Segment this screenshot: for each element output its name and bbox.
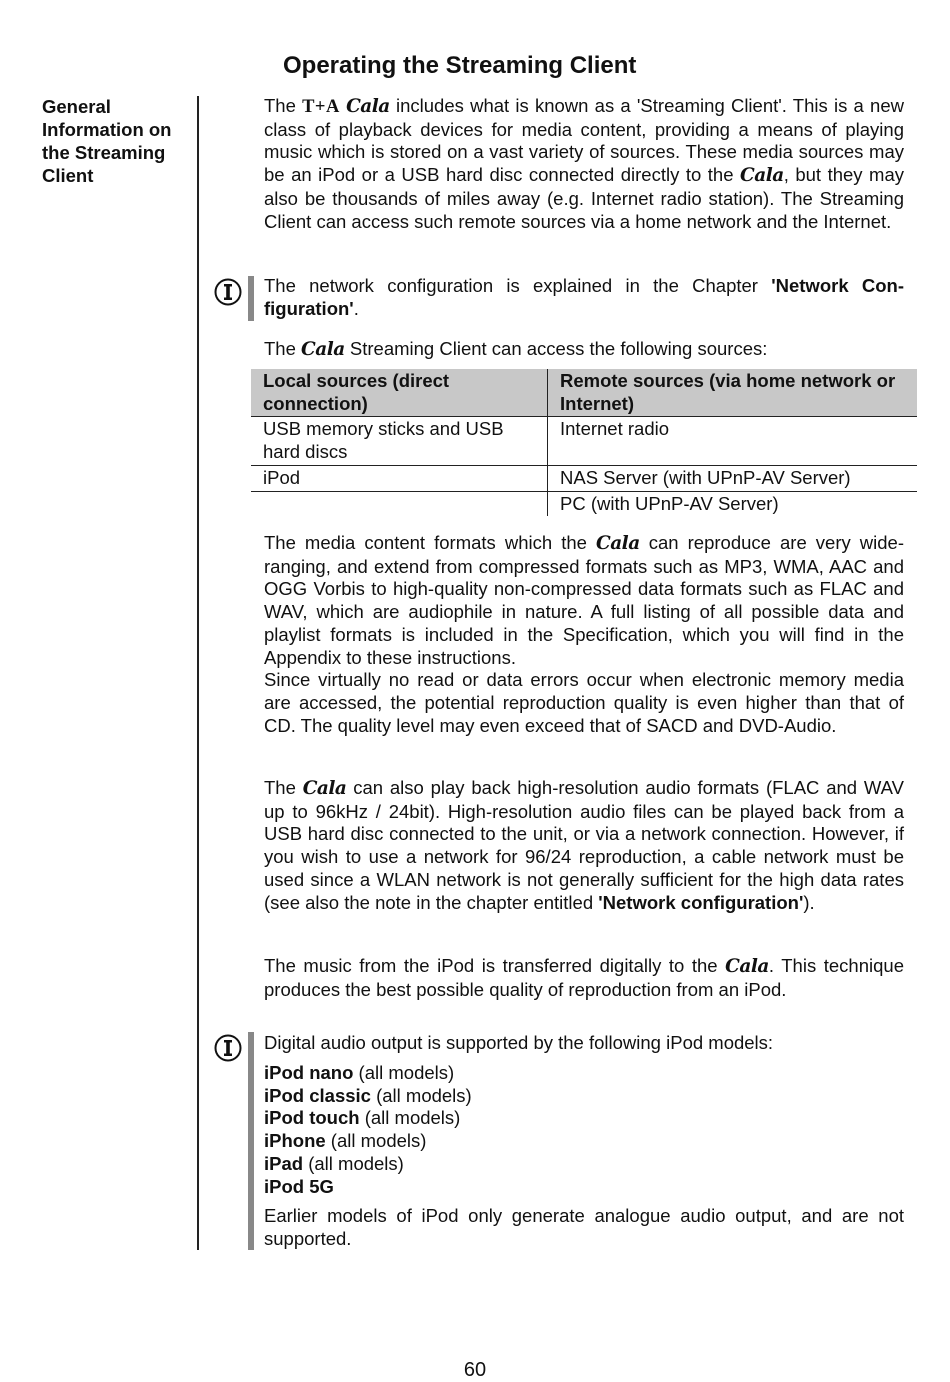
brand-cala: Cala — [739, 165, 784, 187]
brand-cala: Cala — [346, 96, 390, 117]
note-bar — [248, 1032, 254, 1250]
brand-ta: T+A — [302, 97, 340, 117]
page-number: 60 — [463, 1359, 487, 1381]
sources-table — [251, 369, 917, 516]
table-row — [251, 465, 917, 491]
page-title: Operating the Streaming Client — [283, 52, 637, 79]
brand-cala: Cala — [302, 778, 347, 799]
table-cell: iPod — [251, 465, 548, 491]
ipod-paragraph: The music from the iPod is transferred digitally to the Cala. This technique produces the best possible quality of reproduction from an iPod. — [264, 955, 904, 1000]
intro-paragraph: The T+A Cala includes what is known as a 'Streaming Client'. This is a new class of playback devices for media content, providing a means of playing music which is stored on a vast variety of sources. These media sources may be an iPod or a USB hard disc connected directly to the Cala, but they may also be thousands of miles away (e.g. Internet radio station). The Streaming Client can access such remote sources via a home network and the Internet. — [264, 95, 904, 232]
list-item: iPhone (all models) — [264, 1130, 427, 1152]
info-icon — [214, 1034, 242, 1062]
side-divider — [197, 96, 199, 1250]
table-cell: NAS Server (with UPnP-AV Server) — [548, 465, 918, 491]
formats-paragraph: The media content formats which the Cala can reproduce are very wide-ranging, and extend from compressed formats such as MP3, WMA, AAC and OGG Vorbis to high-quality non-compressed data formats such as FLAC and WAV, which are audiophile in nature. A full listing of all possible data and playlist formats is included in the Specification, which you will find in the Appendix to these instructions. Since virtually no read or data errors occur when electronic memory media are accessed, the potential reproduction quality is even higher than that of CD. The quality level may even exceed that of SACD and DVD-Audio. — [264, 532, 904, 736]
list-item: iPod touch (all models) — [264, 1107, 461, 1129]
sources-intro: The Cala Streaming Client can access the following sources: — [264, 338, 768, 360]
table-cell: PC (with UPnP-AV Server) — [560, 492, 779, 514]
hires-paragraph: The Cala can also play back high-resolution audio formats (FLAC and WAV up to 96kHz / 24bit). High-resolution audio files can be played back from a USB hard disc connected to the unit, or via a network connection. However, if you wish to use a network for 96/24 reproduction, a cable network must be used since a WLAN network is not generally sufficient for the high data rates (see also the note in the chapter entitled 'Network configuration'). — [264, 777, 904, 913]
ipod-note-intro: Digital audio output is supported by the following iPod models: — [264, 1032, 774, 1053]
brand-cala: Cala — [725, 956, 769, 977]
info-icon — [214, 278, 242, 306]
table-cell: USB memory sticks and USB hard discs — [251, 417, 548, 465]
network-note: The network configuration is explained in the Chapter 'Network Con-figuration'. — [264, 275, 904, 319]
list-item: iPod nano (all models) — [264, 1062, 455, 1083]
table-row — [251, 491, 917, 516]
list-item: iPod classic (all models) — [264, 1084, 472, 1106]
side-heading: General Information on the Streaming Client — [42, 96, 172, 186]
ipod-model-list — [264, 1062, 472, 1198]
list-item: iPod 5G — [264, 1175, 334, 1197]
brand-cala: Cala — [301, 339, 345, 360]
note-bar — [248, 276, 254, 321]
table-header-remote: Remote sources (via home network or Internet) — [548, 369, 918, 417]
table-cell: Internet radio — [548, 417, 918, 465]
ipod-note-outro: Earlier models of iPod only generate analogue audio output, and are not supported. — [264, 1205, 904, 1249]
list-item: iPad (all models) — [264, 1152, 404, 1174]
table-cell — [251, 491, 548, 516]
table-row — [251, 417, 917, 465]
table-header-local: Local sources (direct connection) — [251, 369, 548, 417]
brand-cala: Cala — [595, 533, 640, 554]
